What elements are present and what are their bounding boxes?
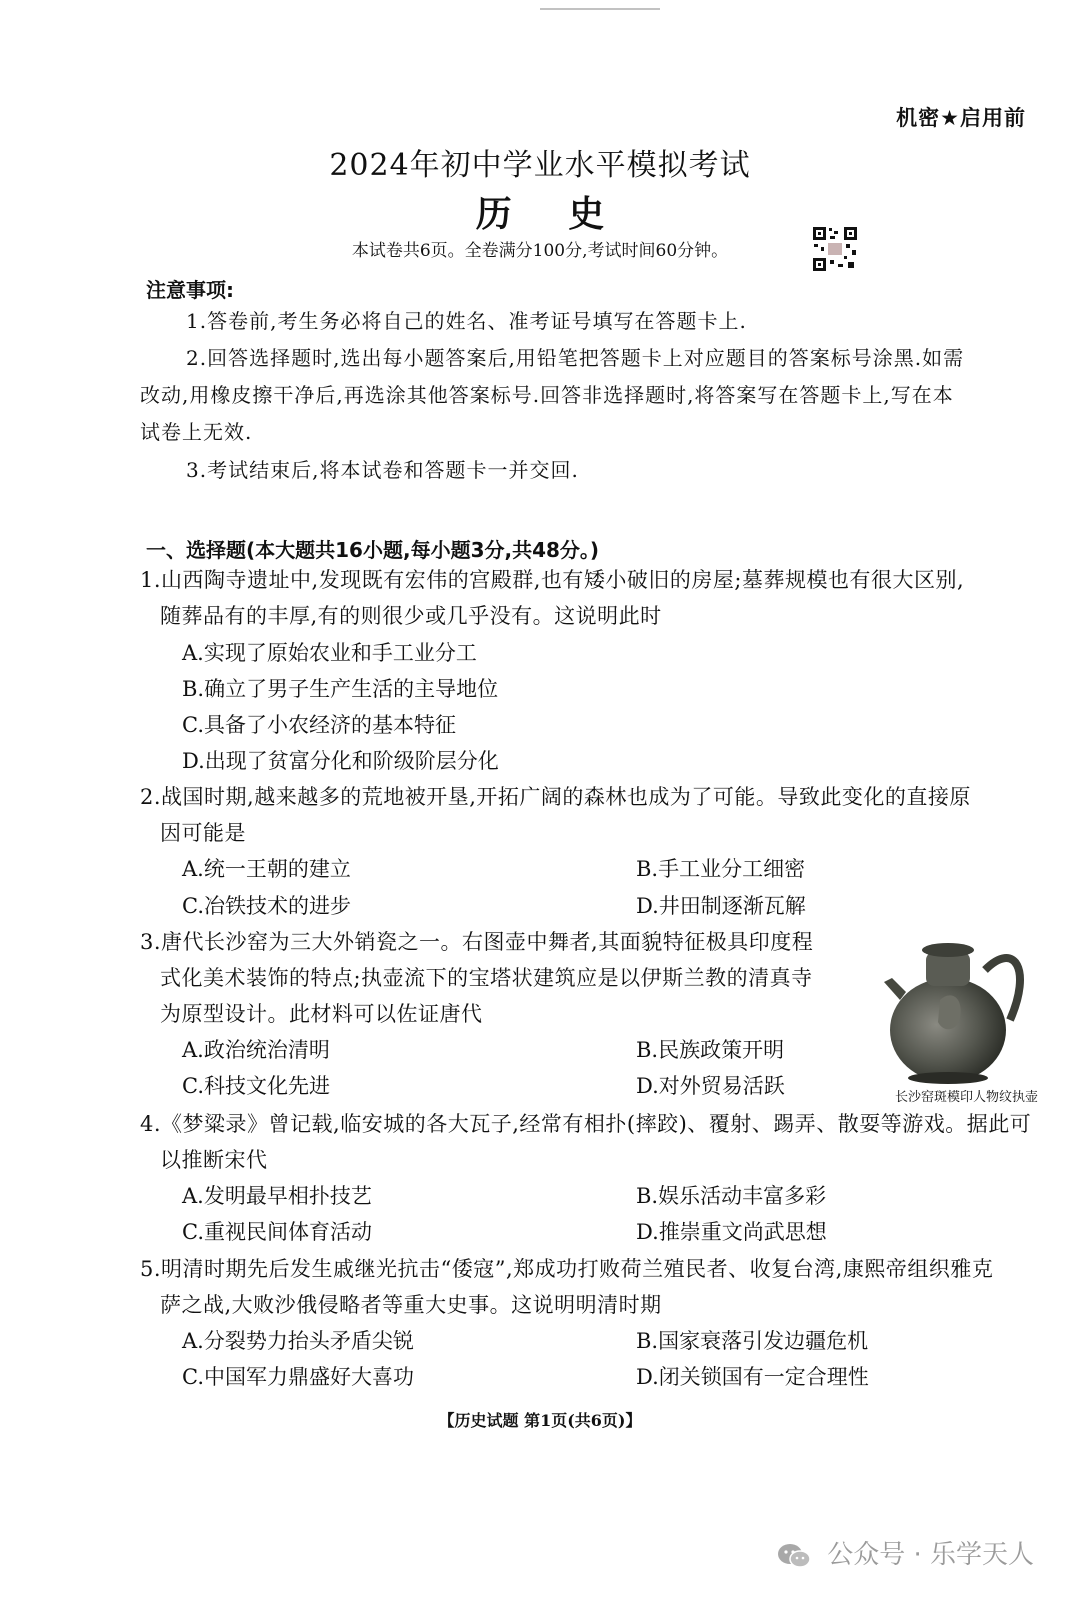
- answer-option: B.确立了男子生产生活的主导地位: [182, 677, 499, 701]
- answer-option: B.娱乐活动丰富多彩: [636, 1184, 827, 1208]
- answer-option: A.分裂势力抬头矛盾尖锐: [182, 1329, 414, 1353]
- answer-option: D.推崇重文尚武思想: [636, 1220, 827, 1244]
- question-stem: 2.战国时期,越来越多的荒地被开垦,开拓广阔的森林也成为了可能。导致此变化的直接原: [140, 785, 971, 809]
- confidential-label: 机密★启用前: [896, 106, 1026, 130]
- exam-info: 本试卷共6页。全卷满分100分,考试时间60分钟。: [351, 241, 729, 261]
- answer-option: B.手工业分工细密: [636, 857, 806, 881]
- answer-option: D.井田制逐渐瓦解: [636, 894, 806, 918]
- teapot-image: [880, 930, 1030, 1085]
- question-stem: 5.明清时期先后发生戚继光抗击“倭寇”,郑成功打败荷兰殖民者、收复台湾,康熙帝组织雅克: [140, 1257, 994, 1281]
- answer-option: D.闭关锁国有一定合理性: [636, 1365, 869, 1389]
- notice-line: 改动,用橡皮擦干净后,再选涂其他答案标号.回答非选择题时,将答案写在答题卡上,写在本: [140, 383, 954, 407]
- scan-top-mark: [540, 8, 660, 16]
- qr-code-icon: [812, 226, 858, 272]
- watermark-text: 公众号 · 乐学天人: [827, 1540, 1034, 1570]
- question-stem: 因可能是: [160, 821, 246, 845]
- answer-option: C.科技文化先进: [182, 1074, 330, 1098]
- question-stem: 萨之战,大败沙俄侵略者等重大史事。这说明明清时期: [160, 1293, 662, 1317]
- question-stem: 3.唐代长沙窑为三大外销瓷之一。右图壶中舞者,其面貌特征极具印度程: [140, 930, 814, 954]
- question-stem: 为原型设计。此材料可以佐证唐代: [160, 1002, 483, 1026]
- page-footer: 【历史试题 第1页(共6页)】: [438, 1411, 642, 1430]
- notice-line: 1.答卷前,考生务必将自己的姓名、准考证号填写在答题卡上.: [186, 309, 747, 333]
- answer-option: B.民族政策开明: [636, 1038, 785, 1062]
- question-stem: 随葬品有的丰厚,有的则很少或几乎没有。这说明此时: [160, 604, 662, 628]
- notice-line: 3.考试结束后,将本试卷和答题卡一并交回.: [186, 458, 579, 482]
- question-stem: 式化美术装饰的特点;执壶流下的宝塔状建筑应是以伊斯兰教的清真寺: [160, 966, 813, 990]
- answer-option: A.发明最早相扑技艺: [182, 1184, 372, 1208]
- question-stem: 1.山西陶寺遗址中,发现既有宏伟的宫殿群,也有矮小破旧的房屋;墓葬规模也有很大区别,: [140, 568, 965, 592]
- answer-option: A.统一王朝的建立: [182, 857, 351, 881]
- image-caption: 长沙窑斑模印人物纹执壶: [895, 1090, 1039, 1105]
- answer-option: D.出现了贫富分化和阶级阶层分化: [182, 749, 499, 773]
- answer-option: A.实现了原始农业和手工业分工: [182, 641, 477, 665]
- notice-line: 2.回答选择题时,选出每小题答案后,用铅笔把答题卡上对应题目的答案标号涂黑.如需: [186, 346, 965, 370]
- answer-option: C.具备了小农经济的基本特征: [182, 713, 456, 737]
- subject-title: 历 史: [475, 193, 627, 235]
- answer-option: C.冶铁技术的进步: [182, 894, 351, 918]
- notice-title: 注意事项:: [146, 278, 234, 302]
- question-stem: 4.《梦粱录》曾记载,临安城的各大瓦子,经常有相扑(摔跤)、覆射、踢弄、散耍等游戏。据此可: [140, 1112, 1032, 1136]
- question-stem: 以推断宋代: [160, 1148, 268, 1172]
- exam-title: 2024年初中学业水平模拟考试: [329, 148, 751, 183]
- notice-line: 试卷上无效.: [140, 420, 253, 444]
- wechat-icon: [777, 1542, 811, 1570]
- watermark: [777, 1534, 1034, 1571]
- section-heading: 一、选择题(本大题共16小题,每小题3分,共48分。): [146, 538, 600, 562]
- answer-option: C.中国军力鼎盛好大喜功: [182, 1365, 414, 1389]
- answer-option: B.国家衰落引发边疆危机: [636, 1329, 869, 1353]
- answer-option: A.政治统治清明: [182, 1038, 330, 1062]
- answer-option: D.对外贸易活跃: [636, 1074, 785, 1098]
- answer-option: C.重视民间体育活动: [182, 1220, 372, 1244]
